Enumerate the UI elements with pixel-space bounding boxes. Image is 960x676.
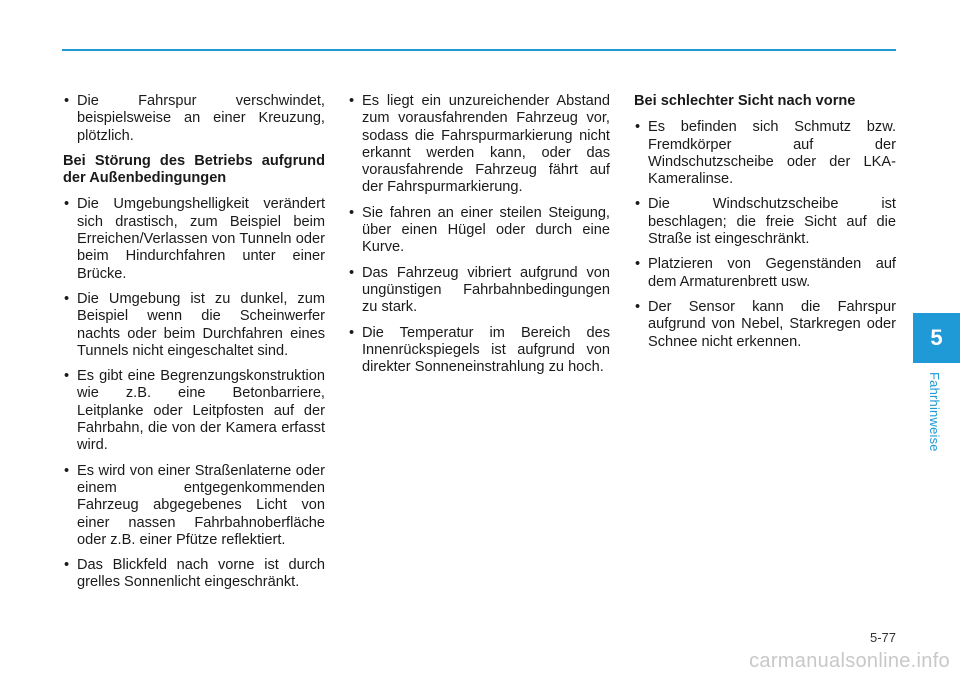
text-column-3 — [634, 93, 896, 359]
watermark: carmanualsonline.info — [749, 650, 950, 672]
list-item: • Das Blickfeld nach vorne ist durch grelles Sonnenlicht eingeschränkt. — [63, 557, 325, 592]
list-item: • Platzieren von Gegenständen auf dem Armaturenbrett usw. — [634, 256, 896, 291]
chapter-number: 5 — [930, 325, 943, 350]
section-heading: Bei Störung des Betriebs aufgrund der Außenbedingungen — [63, 152, 325, 187]
list-item: • Die Windschutzscheibe ist beschlagen; die freie Sicht auf die Straße ist eingeschränkt. — [634, 196, 896, 248]
list-item: • Die Temperatur im Bereich des Innenrückspiegels ist aufgrund von direkter Sonneneinstrahlung zu hoch. — [348, 325, 610, 377]
list-item: • Es befinden sich Schmutz bzw. Fremdkörper auf der Windschutzscheibe oder der LKA-Kameralinse. — [634, 119, 896, 188]
chapter-label: Fahrhinweise — [927, 372, 942, 452]
bullet-list — [63, 196, 325, 591]
list-item: • Der Sensor kann die Fahrspur aufgrund von Nebel, Starkregen oder Schnee nicht erkennen. — [634, 299, 896, 351]
list-item: • Die Fahrspur verschwindet, beispielsweise an einer Kreuzung, plötzlich. — [63, 93, 325, 145]
bullet-list — [63, 93, 325, 145]
page-number: 5-77 — [869, 630, 896, 645]
list-item: • Sie fahren an einer steilen Steigung, über einen Hügel oder durch eine Kurve. — [348, 205, 610, 257]
list-item: • Das Fahrzeug vibriert aufgrund von ungünstigen Fahrbahnbedingungen zu stark. — [348, 265, 610, 317]
chapter-tab[interactable] — [913, 313, 960, 363]
text-column-2 — [348, 93, 610, 384]
header-rule — [62, 49, 896, 51]
list-item: • Es liegt ein unzureichender Abstand zum vorausfahrenden Fahrzeug vor, sodass die Fahrspurmarkierung nicht erkannt werden kann, oder das vorausfahrende Fahrzeug fährt auf der Fahrspurmarkierung. — [348, 93, 610, 197]
list-item: • Es wird von einer Straßenlaterne oder einem entgegenkommenden Fahrzeug abgegebenes Licht von einer nassen Fahrbahnoberfläche oder z.B. einer Pfütze reflektiert. — [63, 463, 325, 549]
bullet-list — [634, 119, 896, 351]
bullet-list — [348, 93, 610, 376]
list-item: • Es gibt eine Begrenzungskonstruktion wie z.B. eine Betonbarriere, Leitplanke oder Leitpfosten auf der Fahrbahn, die von der Kamera erfasst wird. — [63, 368, 325, 454]
list-item: • Die Umgebung ist zu dunkel, zum Beispiel wenn die Scheinwerfer nachts oder beim Durchfahren eines Tunnels nicht eingeschaltet sind. — [63, 291, 325, 360]
list-item: • Die Umgebungshelligkeit verändert sich drastisch, zum Beispiel beim Erreichen/Verlassen von Tunneln oder beim Hindurchfahren unter einer Brücke. — [63, 196, 325, 282]
text-column-1 — [63, 93, 325, 600]
section-heading: Bei schlechter Sicht nach vorne — [634, 93, 856, 109]
